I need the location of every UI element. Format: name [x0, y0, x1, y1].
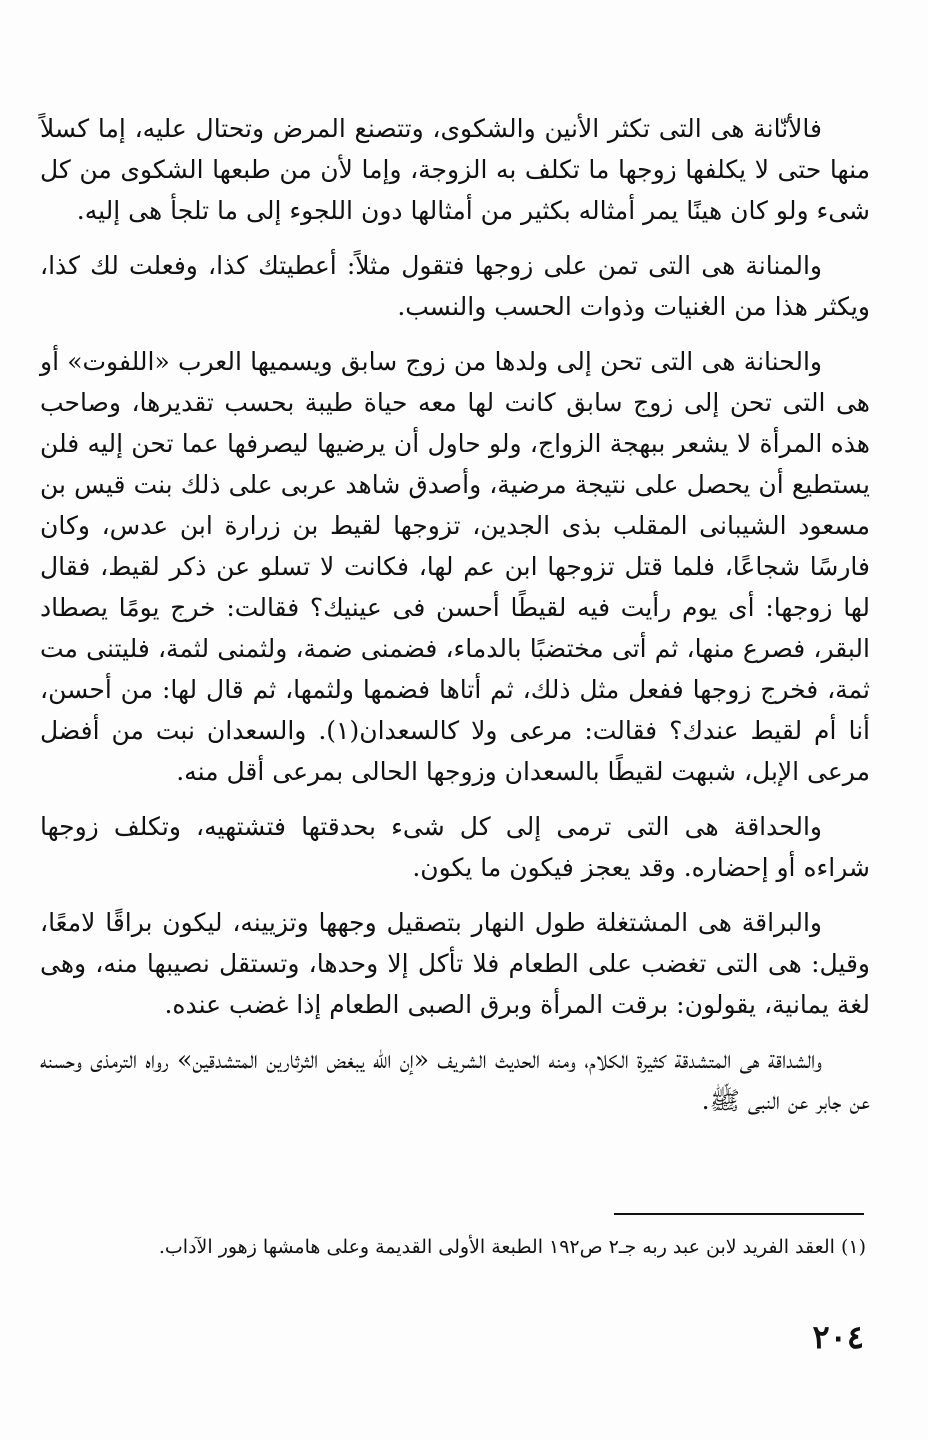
paragraph-haddaqa: والحداقة هى التى ترمى إلى كل شىء بحدقتها فتشتهيه، وتكلف زوجها شراءه أو إحضاره. وقد يعجز فيكون ما يكون.	[40, 812, 870, 882]
page-number: ٢٠٤	[812, 1318, 864, 1356]
paragraph-shaddaqa: والشداقة هى المتشدقة كثيرة الكلام، ومنه الحديث الشريف «إن الله يبغض الثرثارين المتشدقين» رواه الترمذى وحسنه عن جابر عن النبى ﷺ.	[40, 1045, 870, 1115]
paragraph-barraqa: والبراقة هى المشتغلة طول النهار بتصقيل وجهها وتزيينه، ليكون براقًا لامعًا، وقيل: هى التى تغضب على الطعام فلا تأكل إلا وحدها، وتستقل نصيبها منه، وهى لغة يمانية، يقولون: برقت المرأة وبرق الصبى الطعام إذا غضب عنده.	[40, 908, 870, 1019]
paragraph-annana: فالأنّانة هى التى تكثر الأنين والشكوى، وتتصنع المرض وتحتال عليه، إما كسلاً منها حتى لا يكلفها زوجها ما تكلف به الزوجة، وإما لأن من طبعها الشكوى من كل شىء ولو كان هينًا يمر أمثاله بكثير من أمثالها دون اللجوء إلى ما تلجأ هى إليه.	[40, 114, 870, 225]
main-text	[40, 108, 870, 1121]
paragraph-hannana: والحنانة هى التى تحن إلى ولدها من زوج سابق ويسميها العرب «اللفوت» أو هى التى تحن إلى زوج سابق كانت لها معه حياة طيبة بحسب تقديرها، وصاحب هذه المرأة لا يشعر ببهجة الزواج، ولو حاول أن يرضيها ليصرفها عما تحن إليه فلن يستطيع أن يحصل على نتيجة مرضية، وأصدق شاهد عربى على ذلك بنت قيس بن مسعود الشيبانى المقلب بذى الجدين، تزوجها لقيط بن زرارة ابن عدس، وكان فارسًا شجاعًا، فلما قتل تزوجها ابن عم لها، فكانت لا تسلو عن ذكر لقيط، فقال لها زوجها: أى يوم رأيت فيه لقيطًا أحسن فى عينيك؟ فقالت: خرج يومًا يصطاد البقر، فصرع منها، ثم أتى مختضبًا بالدماء، فضمنى ضمة، ولثمنى لثمة، فليتنى مت ثمة، فخرج زوجها ففعل مثل ذلك، ثم أتاها فضمها ولثمها، ثم قال لها: من أحسن، أنا أم لقيط عندك؟ فقالت: مرعى ولا كالسعدان(١). والسعدان نبت من أفضل مرعى الإبل، شبهت لقيطًا بالسعدان وزوجها الحالى بمرعى أقل منه.	[40, 347, 870, 786]
footnote: (١) العقد الفريد لابن عبد ربه جـ٢ ص١٩٢ الطبعة الأولى القديمة وعلى هامشها زهور الآداب.	[158, 1236, 866, 1258]
paragraph-mannana: والمنانة هى التى تمن على زوجها فتقول مثلاً: أعطيتك كذا، وفعلت لك كذا، ويكثر هذا من الغنيات وذوات الحسب والنسب.	[40, 251, 870, 321]
footnote-divider	[614, 1213, 864, 1215]
